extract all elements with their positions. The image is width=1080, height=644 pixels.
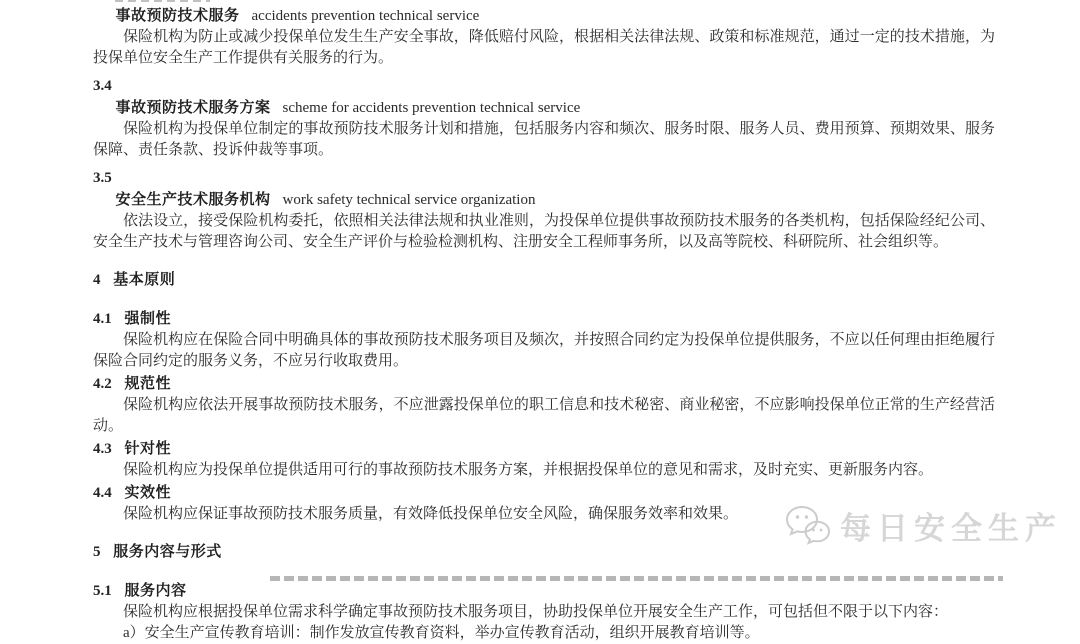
chapter-heading xyxy=(93,541,995,563)
subclause-heading xyxy=(93,482,995,504)
brand-watermark-text: 每日安全生产 xyxy=(840,511,1062,546)
term-heading xyxy=(93,189,995,211)
list-item: a）安全生产宣传教育培训：制作发放宣传教育资料，举办宣传教育活动，组织开展教育培训等。 xyxy=(123,625,760,641)
cut-off-text-line-top xyxy=(115,0,210,2)
subclause-number: 4.3 xyxy=(93,441,112,457)
subclause-heading xyxy=(93,373,995,395)
subclause-number: 4.4 xyxy=(93,485,112,501)
term-en: accidents prevention technical service xyxy=(251,8,480,24)
paragraph: 保险机构为防止或减少投保单位发生生产安全事故，降低赔付风险，根据相关法律法规、政策和标准规范，通过一定的技术措施，为投保单位安全生产工作提供有关服务的行为。 xyxy=(93,29,995,66)
paragraph: 保险机构应在保险合同中明确具体的事故预防技术服务项目及频次，并按照合同约定为投保单位提供服务，不应以任何理由拒绝履行保险合同约定的服务义务，不应另行收取费用。 xyxy=(93,332,995,369)
subclause-heading xyxy=(93,580,995,602)
subclause-heading xyxy=(93,438,995,460)
subclause-title: 针对性 xyxy=(124,440,172,457)
term-heading xyxy=(93,5,995,27)
clause-number: 3.4 xyxy=(93,78,112,94)
paragraph: 保险机构应依法开展事故预防技术服务，不应泄露投保单位的职工信息和技术秘密、商业秘密，不应影响投保单位正常的生产经营活动。 xyxy=(93,397,995,434)
paragraph: 保险机构应保证事故预防技术服务质量，有效降低投保单位安全风险，确保服务效率和效果。 xyxy=(123,506,739,522)
paragraph: 依法设立，接受保险机构委托，依照相关法律法规和执业准则，为投保单位提供事故预防技术服务的各类机构，包括保险经纪公司、安全生产技术与管理咨询公司、安全生产评价与检验检测机构、注册安全工程师事务所，以及高等院校、科研院所、社会组织等。 xyxy=(93,213,995,250)
paragraph: 保险机构为投保单位制定的事故预防技术服务计划和措施，包括服务内容和频次、服务时限、服务人员、费用预算、预期效果、服务保障、责任条款、投诉仲裁等事项。 xyxy=(93,121,995,158)
subclause-number: 4.2 xyxy=(93,376,112,392)
subclause-title: 强制性 xyxy=(124,310,172,327)
cut-off-text-line-bottom xyxy=(270,576,1003,581)
chapter-title: 服务内容与形式 xyxy=(113,543,222,560)
term-zh: 安全生产技术服务机构 xyxy=(115,191,271,208)
subclause-title: 服务内容 xyxy=(124,582,187,599)
term-en: scheme for accidents prevention technical service xyxy=(282,100,581,116)
term-zh: 事故预防技术服务方案 xyxy=(115,99,271,116)
subclause-title: 实效性 xyxy=(124,484,172,501)
chapter-title: 基本原则 xyxy=(113,271,176,288)
term-heading xyxy=(93,97,995,119)
document-body xyxy=(93,5,995,644)
subclause-title: 规范性 xyxy=(124,375,172,392)
paragraph: 保险机构应根据投保单位需求科学确定事故预防技术服务项目，协助投保单位开展安全生产工作，可包括但不限于以下内容： xyxy=(123,604,949,620)
chapter-number: 5 xyxy=(93,544,101,560)
term-zh: 事故预防技术服务 xyxy=(115,7,240,24)
term-en: work safety technical service organization xyxy=(282,192,536,208)
chapter-number: 4 xyxy=(93,272,101,288)
clause-number: 3.5 xyxy=(93,170,112,186)
subclause-heading xyxy=(93,308,995,330)
paragraph: 保险机构应为投保单位提供适用可行的事故预防技术服务方案，并根据投保单位的意见和需求，及时充实、更新服务内容。 xyxy=(123,462,934,478)
chapter-heading xyxy=(93,269,995,291)
subclause-number: 4.1 xyxy=(93,311,112,327)
subclause-number: 5.1 xyxy=(93,583,112,599)
